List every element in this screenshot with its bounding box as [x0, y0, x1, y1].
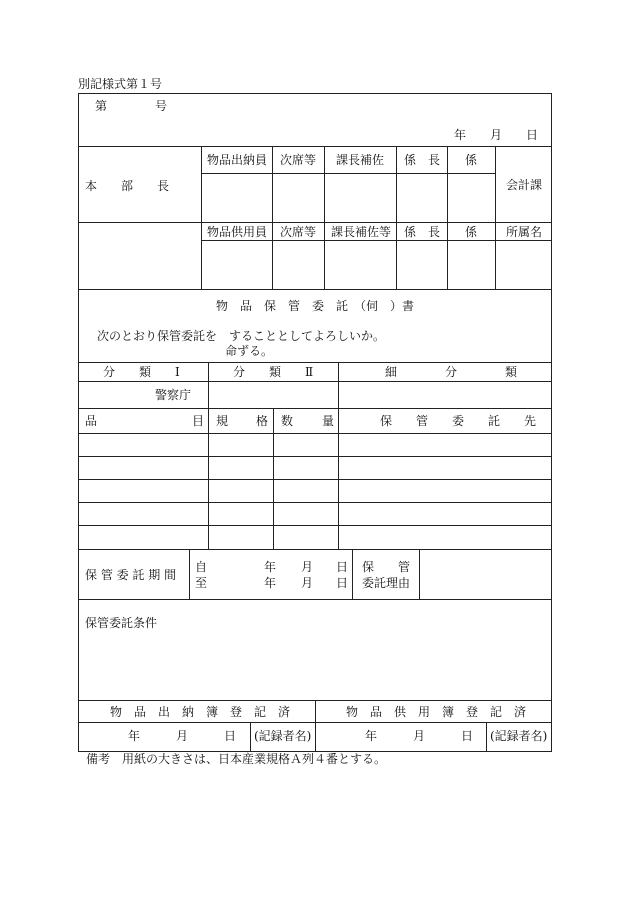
- reason-label-1: 保 管: [362, 560, 411, 574]
- spec-header-left: 規: [216, 414, 229, 428]
- chief-label: 本 部 長: [85, 179, 170, 193]
- form-number: 第 号: [95, 99, 168, 113]
- supply-recorder: (記録者名): [490, 729, 548, 743]
- period-to-year: 年: [264, 576, 277, 590]
- issue-recorder: (記録者名): [254, 729, 312, 743]
- supply-registry-date: 年 月 日: [365, 729, 474, 743]
- item-header-left: 品: [85, 414, 98, 428]
- approver-user: 物品供用員: [207, 225, 268, 239]
- period-to-day: 日: [336, 576, 349, 590]
- approver-assistant: 課長補佐: [336, 153, 385, 167]
- approver2-chief: 係 長: [404, 225, 441, 239]
- footer-note: 備考 用紙の大きさは、日本産業規格Ａ列４番とする。: [86, 752, 387, 766]
- approver-chief: 係 長: [404, 153, 441, 167]
- approver2-deputy: 次席等: [280, 225, 317, 239]
- title-sentence: 次のとおり保管委託を することとしてよろしいか。: [97, 329, 386, 343]
- approver-issuer: 物品出納員: [207, 153, 268, 167]
- period-to: 至: [195, 576, 208, 590]
- period-to-month: 月: [301, 576, 314, 590]
- destination-header: 保 管 委 託 先: [380, 414, 537, 428]
- class1-header: 分 類 Ⅰ: [103, 365, 180, 379]
- subclass-header: 細 分 類: [385, 365, 518, 379]
- form-label: 別記様式第１号: [78, 77, 163, 91]
- class1-value: 警察庁: [155, 388, 192, 402]
- period-from-year: 年: [264, 560, 277, 574]
- form-title: 物 品 保 管 委 託 （伺 ）書: [216, 299, 415, 313]
- period-from-day: 日: [336, 560, 349, 574]
- conditions-label: 保管委託条件: [85, 616, 158, 630]
- item-header-right: 目: [192, 414, 205, 428]
- period-label: 保 管 委 託 期 間: [85, 568, 177, 582]
- qty-header-left: 数: [281, 414, 294, 428]
- approver2-assistant: 課長補佐等: [331, 225, 392, 239]
- issue-registry-date: 年 月 日: [128, 729, 237, 743]
- approver2-staff: 係: [465, 225, 478, 239]
- period-from: 自: [195, 560, 208, 574]
- spec-header-right: 格: [256, 414, 269, 428]
- reason-label-2: 委託理由: [362, 576, 411, 590]
- supply-registry-label: 物 品 供 用 簿 登 記 済: [346, 705, 527, 719]
- issue-registry-label: 物 品 出 納 簿 登 記 済: [110, 705, 291, 719]
- period-from-month: 月: [301, 560, 314, 574]
- class2-header: 分 類 Ⅱ: [233, 365, 314, 379]
- department-label: 所属名: [506, 225, 543, 239]
- qty-header-right: 量: [322, 414, 335, 428]
- title-sentence-alt: 命ずる。: [225, 344, 274, 358]
- approver-deputy: 次席等: [280, 153, 317, 167]
- accounting-label: 会計課: [506, 178, 543, 192]
- approver-staff: 係: [465, 153, 478, 167]
- form-date: 年 月 日: [454, 128, 539, 142]
